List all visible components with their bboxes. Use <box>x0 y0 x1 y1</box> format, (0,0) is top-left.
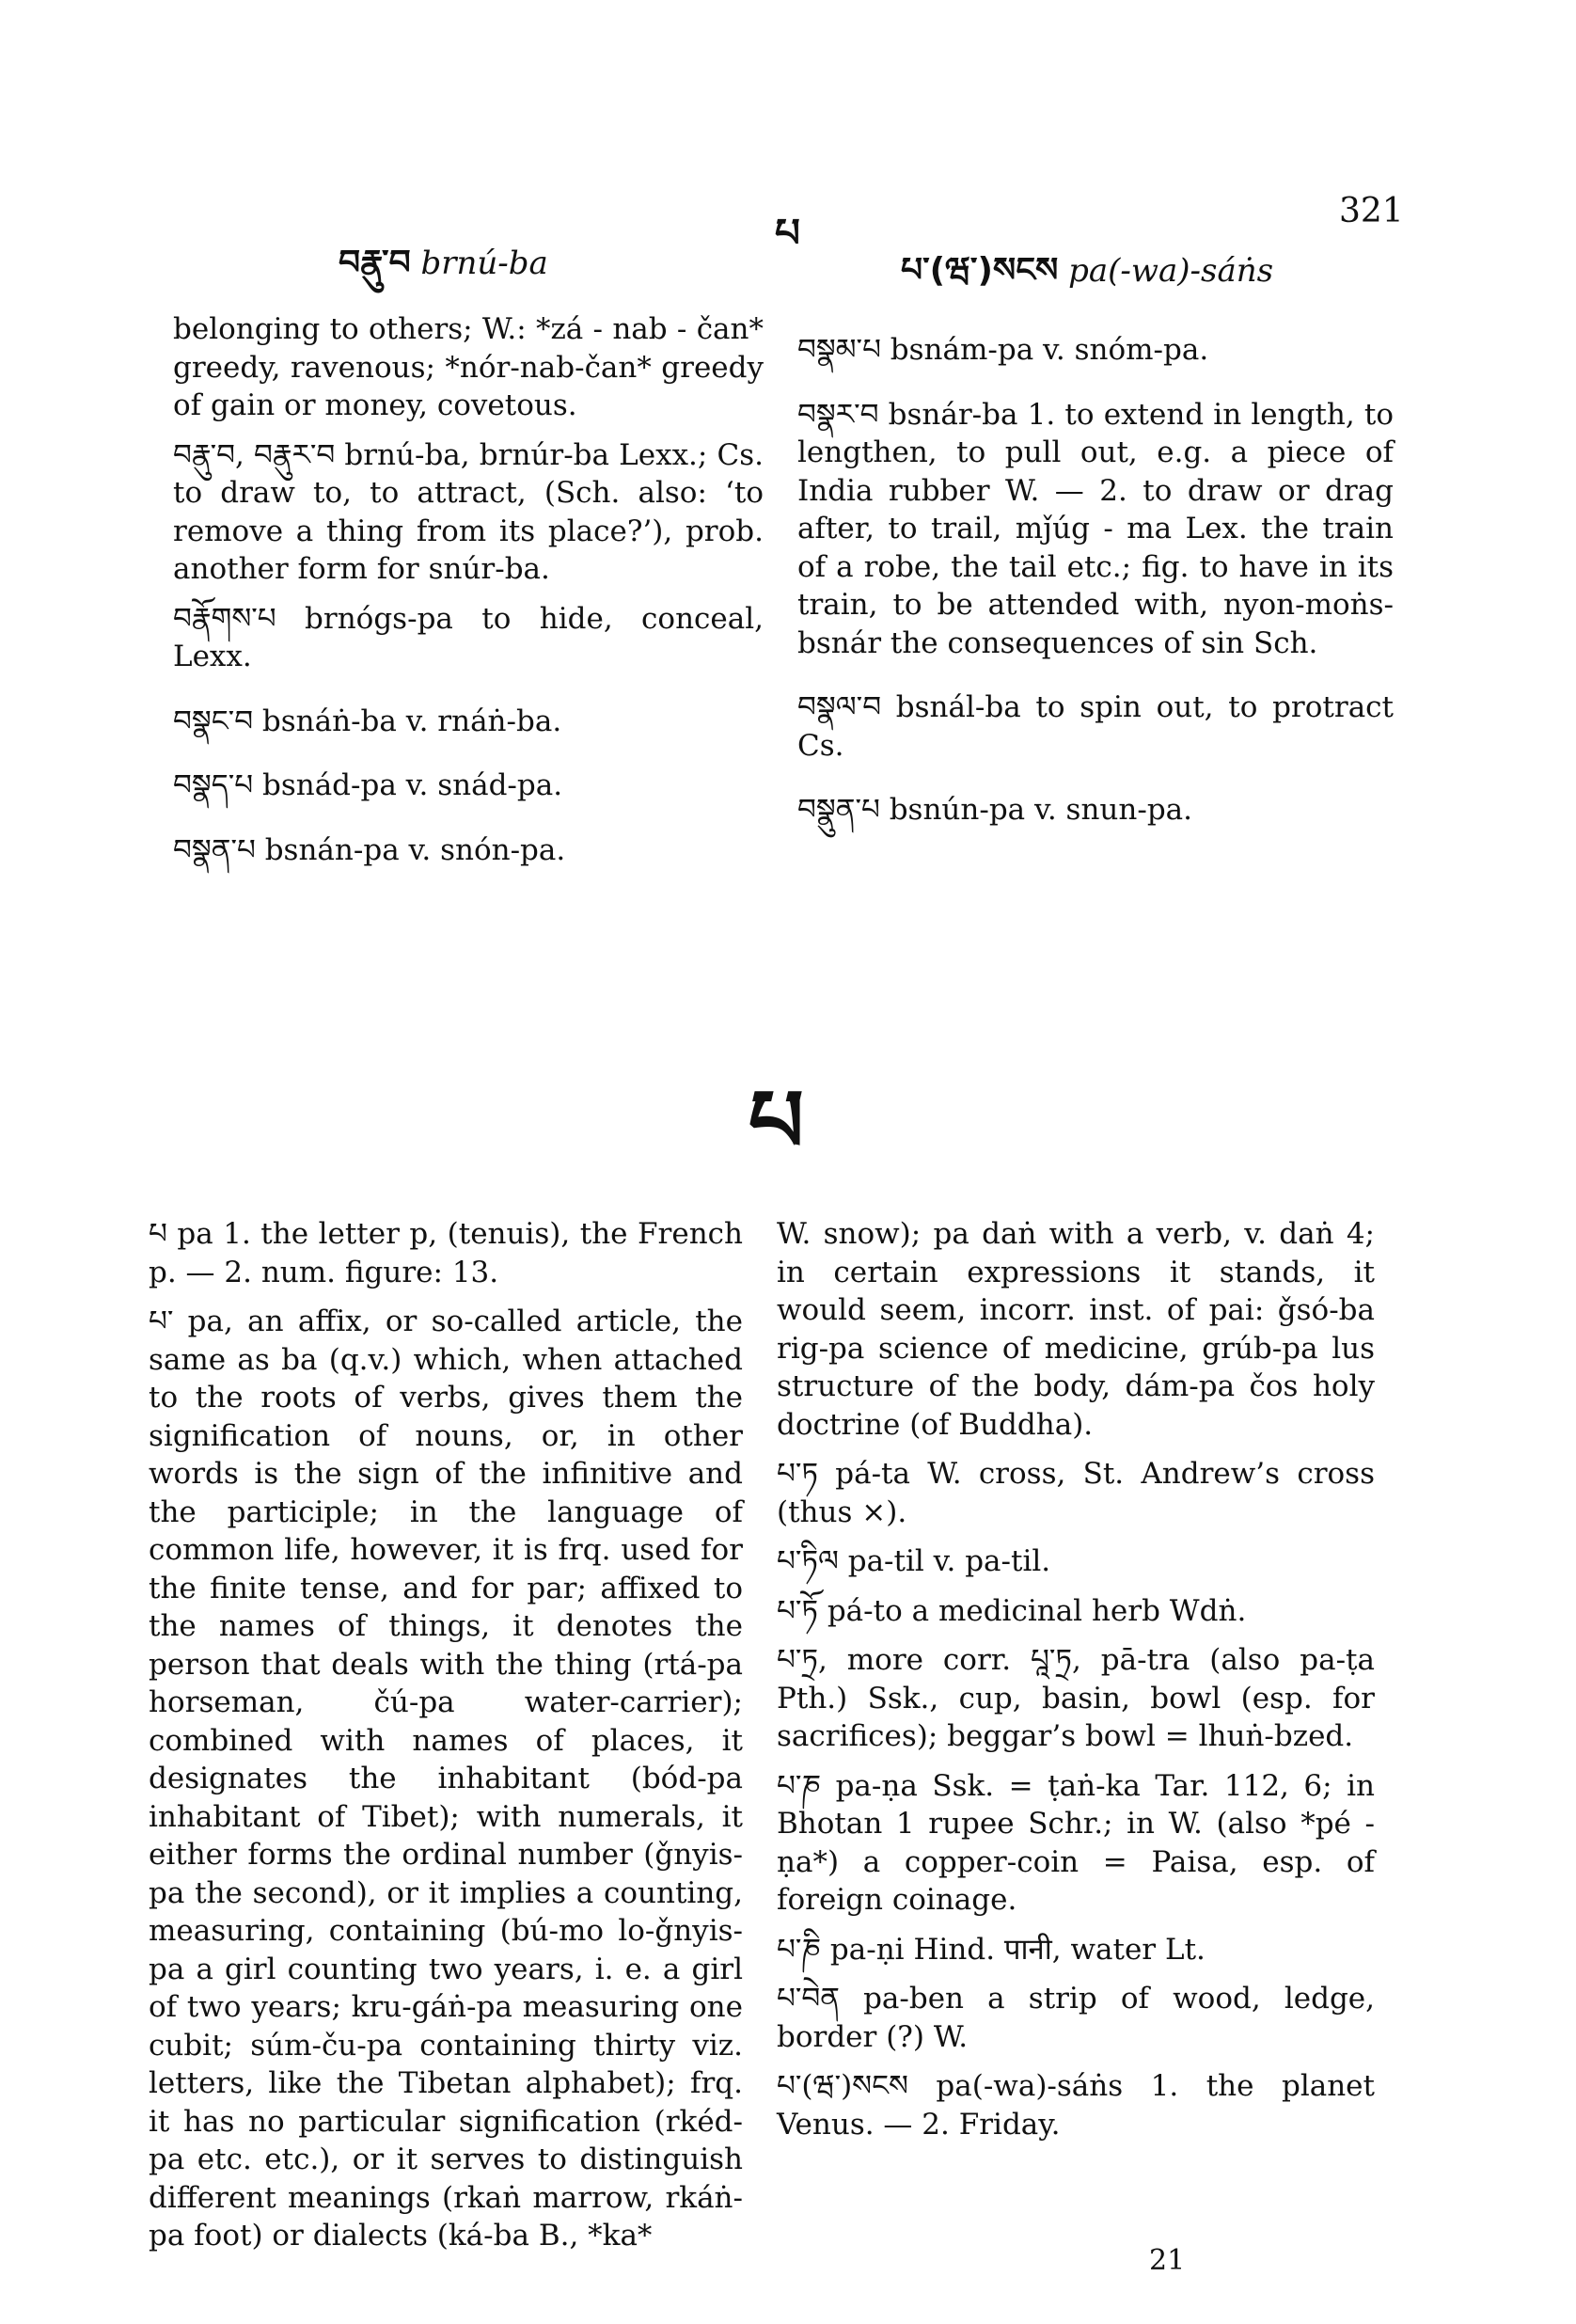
top-left-column <box>173 310 764 880</box>
entry-pa-na: པ་ཎ pa-ṇa Ssk. = ṭaṅ-ka Tar. 112, 6; in Bhotan 1 rupee Schr.; in W. (also *pé - ṇa*) a copper-coin = Paisa, esp. of foreign coinage. <box>777 1768 1375 1917</box>
header-left <box>339 224 548 320</box>
entry-brnu-ba: བརྣུ་བ, བརྣུར་བ brnú-ba, brnúr-ba Lexx.; Cs. to draw to, to attract, (Sch. also: ‘to remove a thing from its place?’), prob. another form for snúr-ba. <box>173 437 764 586</box>
entry-pa-ni: པ་ཎི pa-ṇi Hind. पानी, water Lt. <box>777 1932 1206 1967</box>
entry-bsnang-ba: བསྣང་བ bsnáṅ-ba v. rnáṅ-ba. <box>173 704 562 738</box>
entry-brnogs-pa: བརྣོགས་པ brnógs-pa to hide, conceal, Lexx. <box>173 601 764 673</box>
header-right-tibetan: པ་(ཝ་)སངས <box>901 251 1059 290</box>
entry-pa-ta: པ་ཏ pá-ta W. cross, St. Andrew’s cross (thus ×). <box>777 1457 1375 1529</box>
footer-signature: 21 <box>1149 2244 1186 2277</box>
entry-pa-ben: པ་བེན pa-ben a strip of wood, ledge, border (?) W. <box>777 1982 1375 2054</box>
entry-pa-continued: W. snow); pa daṅ with a verb, v. daṅ 4; in certain expressions it stands, it would seem, incorr. inst. of pai: ǧsó-ba rig-pa science of medicine, grúb-pa lus structure of the body, dám-pa čos holy doctrine (of Buddha). <box>777 1217 1375 1442</box>
entry-bsnad-pa: བསྣད་པ bsnád-pa v. snád-pa. <box>173 768 563 802</box>
header-center-letter: པ <box>775 210 800 256</box>
entry-pa-letter: པ pa 1. the letter p, (tenuis), the French p. — 2. num. figure: 13. <box>149 1217 743 1289</box>
header-right-roman: pa(-wa)-sáṅs <box>1068 252 1274 290</box>
entry-pa-tra: པ་ཏྲ, more corr. པཱ་ཏྲ, pā-tra (also pa-ṭa Pth.) Ssk., cup, basin, bowl (esp. for sacrifices); beggar’s bowl = lhuṅ-bzed. <box>777 1643 1375 1753</box>
section-letter: པ <box>749 1071 804 1172</box>
entry-pa-til: པ་ཏིལ pa-til v. pa-til. <box>777 1544 1051 1578</box>
entry-bsnar-ba: བསྣར་བ bsnár-ba 1. to extend in length, to lengthen, to pull out, e.g. a piece of India rubber W. — 2. to draw or drag after, to trail, mǰúg - ma Lex. the train of a robe, the tail etc.; fig. to have in its train, to be attended with, nyon-moṅs-bsnár the consequences of sin Sch. <box>797 397 1394 660</box>
top-right-column <box>797 331 1394 841</box>
header-left-tibetan: བརྣུ་བ <box>339 244 411 282</box>
entry-pa-affix: པ་ pa, an affix, or so-called article, the same as ba (q.v.) which, when attached to the roots of verbs, gives them the signification of nouns, or, in other words is the sign of the infinitive and the participle; in the language of common life, however, it is frq. used for the finite tense, and for par; affixed to the names of things, it denotes the person that deals with the thing (rtá-pa horseman, čú-pa water-carrier); combined with names of places, it designates the inhabitant (bód-pa inhabitant of Tibet); with numerals, it either forms the ordinal number (ǧnyis-pa the second), or it implies a counting, measuring, containing (bú-mo lo-ǧnyis-pa a girl counting two years, i. e. a girl of two years; kru-gáṅ-pa measuring one cubit; súm-ču-pa containing thirty viz. letters, like the Tibetan alphabet); frq. it has no particular signification (rkéd-pa etc. etc.), or it serves to distinguish different meanings (rkaṅ marrow, rkáṅ-pa foot) or dialects (ká-ba B., *ka* <box>149 1304 743 2253</box>
bottom-right-column <box>777 1215 1375 2155</box>
page-number: 321 <box>1339 192 1404 230</box>
bottom-left-column <box>149 1215 743 2267</box>
header-left-roman: brnú-ba <box>420 245 548 282</box>
entry-bsnal-ba: བསྣལ་བ bsnál-ba to spin out, to protract Cs. <box>797 690 1394 763</box>
entry-bsnun-pa: བསྣུན་པ bsnún-pa v. snun-pa. <box>797 793 1193 827</box>
entry-bsnan-pa: བསྣན་པ bsnán-pa v. snón-pa. <box>173 832 566 867</box>
entry-pa-to: པ་ཏོ pá-to a medicinal herb Wdṅ. <box>777 1593 1247 1628</box>
entry-bsnam-pa: བསྣམ་པ bsnám-pa v. snóm-pa. <box>797 333 1209 367</box>
header-right <box>901 231 1273 327</box>
entry-pa-wa-sangs: པ་(ཝ་)སངས pa(-wa)-sáṅs 1. the planet Venus. — 2. Friday. <box>777 2069 1375 2142</box>
entry-continuation: belonging to others; W.: *zá - nab - čan* greedy, ravenous; *nór-nab-čan* greedy of gain or money, covetous. <box>173 312 764 422</box>
